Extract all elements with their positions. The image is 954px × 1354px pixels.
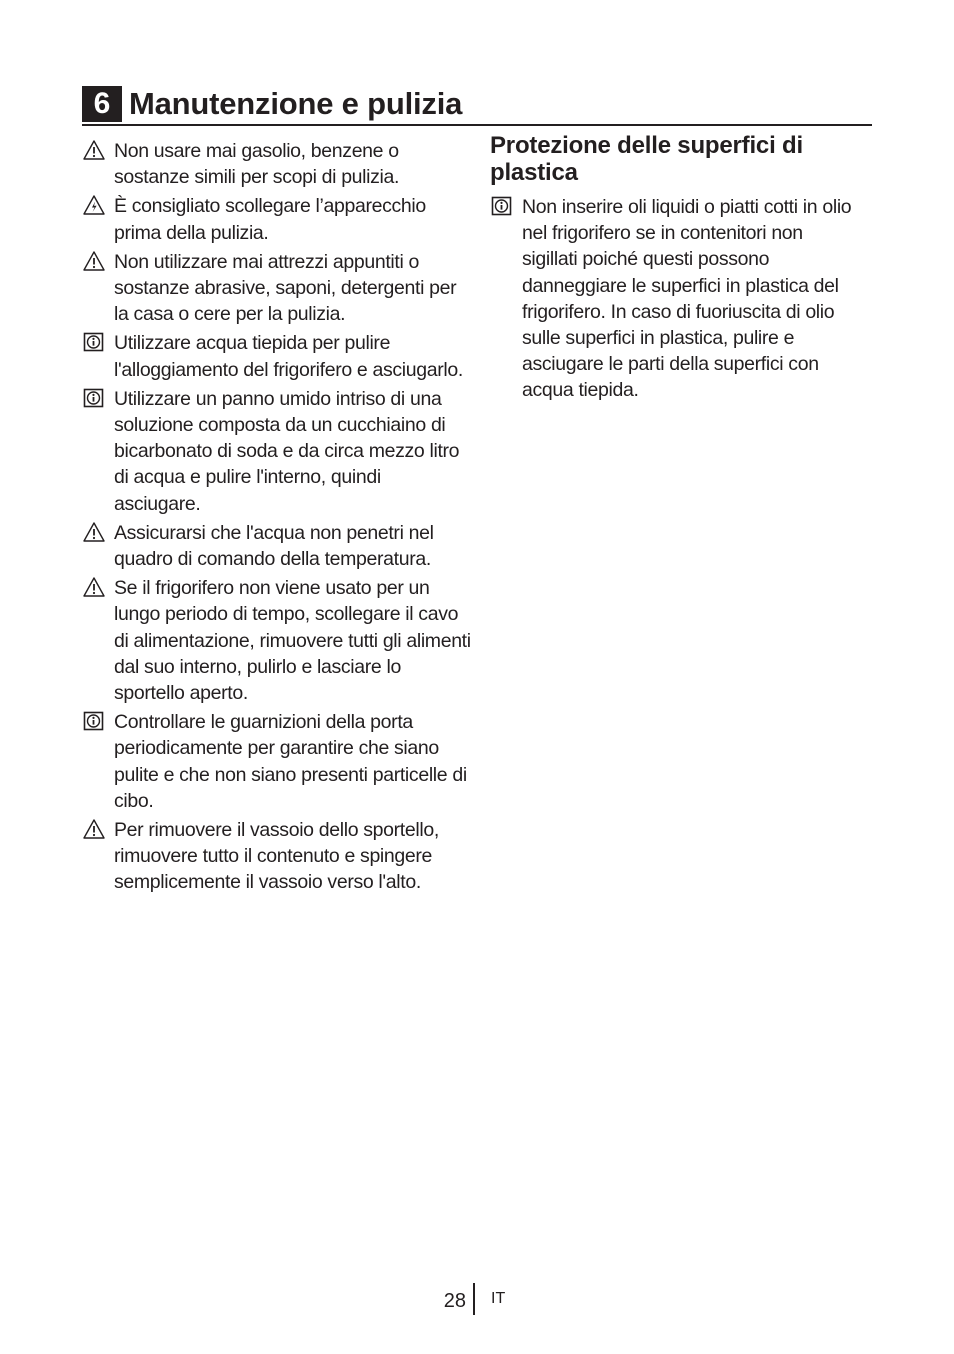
warning-electric-icon <box>83 195 105 215</box>
right-column <box>490 132 860 407</box>
warning-icon <box>83 251 105 271</box>
item-text: Utilizzare un panno umido intriso di una soluzione composta da un cucchiaino di bicarbonato di soda e da circa mezzo litro di acqua e pulire l'interno, quindi asciugare. <box>114 387 460 515</box>
item-text: Controllare le guarnizioni della porta periodicamente per garantire che siano pulite e che non siano presenti particelle di cibo. <box>114 711 467 812</box>
page-number: 28 <box>443 1290 466 1312</box>
item-text: Utilizzare acqua tiepida per pulire l'alloggiamento del frigorifero e asciugarlo. <box>114 332 463 381</box>
chapter-number: 6 <box>82 86 122 122</box>
list-item <box>82 520 472 572</box>
info-icon <box>83 332 105 352</box>
info-icon <box>491 196 513 216</box>
warning-icon <box>83 577 105 597</box>
info-icon <box>83 388 105 408</box>
list-item <box>82 817 472 896</box>
item-text: Assicurarsi che l'acqua non penetri nel quadro di comando della temperatura. <box>114 521 434 571</box>
item-text: Per rimuovere il vassoio dello sportello, rimuovere tutto il contenuto e spingere semplicemente il vassoio verso l'alto. <box>114 819 439 894</box>
item-text: Non utilizzare mai attrezzi appuntiti o sostanze abrasive, saponi, detergenti per la casa o cere per la pulizia. <box>114 250 457 326</box>
left-column <box>82 138 472 899</box>
list-item <box>82 330 472 382</box>
chapter-title: Manutenzione e pulizia <box>129 86 463 121</box>
language-code: IT <box>491 1290 506 1307</box>
list-item <box>82 709 472 814</box>
item-text: Non inserire oli liquidi o piatti cotti in olio nel frigorifero se in contenitori non sigillati poiché questi possono danneggiare le superfici in plastica del frigorifero. In caso di fuoriuscita di olio sulle superfici in plastica, pulire e asciugare le parti della superfici con acqua tiepida. <box>522 196 852 402</box>
warning-icon <box>83 522 105 542</box>
list-item <box>82 575 472 706</box>
item-text: È consigliato scollegare l’apparecchio prima della pulizia. <box>114 195 426 244</box>
list-item <box>82 386 472 517</box>
list-item <box>82 138 472 190</box>
warning-icon <box>83 819 105 839</box>
list-item <box>490 194 860 404</box>
warning-icon <box>83 140 105 160</box>
item-text: Se il frigorifero non viene usato per un lungo periodo di tempo, scollegare il cavo di alimentazione, rimuovere tutti gli alimenti dal suo interno, pulirlo e lasciare lo sportello aperto. <box>114 577 471 705</box>
list-item <box>82 249 472 328</box>
chapter-header <box>82 82 872 126</box>
footer-divider <box>473 1283 475 1315</box>
item-text: Non usare mai gasolio, benzene o sostanze simili per scopi di pulizia. <box>114 140 400 189</box>
section-heading: Protezione delle superfici di plastica <box>490 132 803 186</box>
info-icon <box>83 711 105 731</box>
list-item <box>82 193 472 245</box>
